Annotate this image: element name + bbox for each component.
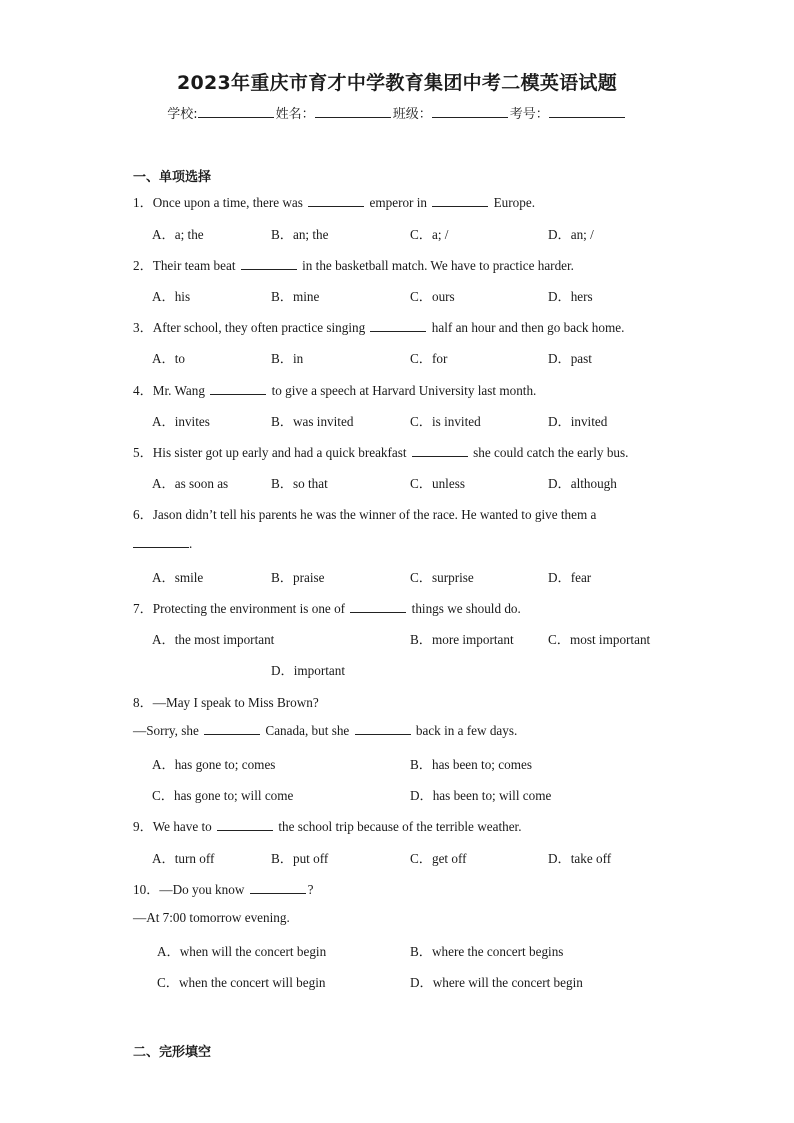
question-4: [133, 380, 536, 399]
question-text: the school trip because of the terrible weather.: [275, 819, 522, 834]
option-d: D．take off: [548, 851, 612, 866]
student-info-line: [0, 103, 794, 122]
option-c: C．ours: [410, 289, 455, 304]
option-c: C．when the concert will begin: [157, 975, 326, 990]
question-9: [133, 816, 522, 835]
page-title: 2023年重庆市育才中学教育集团中考二模英语试题: [176, 72, 618, 94]
question-number: 6．: [133, 507, 153, 522]
question-text: Jason didn’t tell his parents he was the winner of the race. He wanted to give them a: [152, 507, 597, 522]
school-label: 学校:: [167, 107, 198, 122]
id-label: 考号：: [509, 107, 549, 122]
class-label: 班级：: [392, 107, 432, 122]
section-heading-cloze: 二、完形填空: [133, 1045, 212, 1060]
question-text: ?: [307, 882, 314, 897]
question-number: 9．: [133, 819, 153, 834]
question-number: 7．: [133, 601, 153, 616]
option-a: A．a; the: [152, 227, 204, 242]
question-6-continued: [133, 536, 192, 552]
question-1: [133, 192, 535, 211]
option-d: D．hers: [548, 289, 593, 304]
question-number: 3．: [133, 320, 153, 335]
option-a: A．smile: [152, 570, 204, 585]
question-text: —May I speak to Miss Brown?: [152, 695, 319, 710]
question-text: back in a few days.: [412, 723, 518, 738]
option-a: A．as soon as: [152, 476, 229, 491]
question-text: half an hour and then go back home.: [428, 320, 625, 335]
question-text: —Sorry, she: [133, 723, 203, 738]
answer-blank: [210, 383, 266, 395]
option-b: B．praise: [271, 570, 325, 585]
answer-blank: [133, 536, 189, 548]
option-c: C．has gone to; will come: [152, 788, 294, 803]
question-8-reply: [133, 723, 517, 739]
question-text: in the basketball match. We have to practice harder.: [298, 258, 574, 273]
question-text: After school, they often practice singing: [152, 320, 369, 335]
question-10: [133, 879, 314, 898]
option-a: A．when will the concert begin: [157, 944, 327, 959]
option-d: D．has been to; will come: [410, 788, 552, 803]
question-7: [133, 598, 521, 617]
question-text: things we should do.: [408, 601, 521, 616]
option-b: B．so that: [271, 476, 328, 491]
option-b: B．put off: [271, 851, 329, 866]
option-c: C．get off: [410, 851, 467, 866]
option-a: A．has gone to; comes: [152, 757, 276, 772]
answer-blank: [308, 195, 364, 207]
question-text: to give a speech at Harvard University last month.: [268, 383, 537, 398]
question-text: Europe.: [490, 195, 535, 210]
option-d: D．fear: [548, 570, 592, 585]
option-c: C．most important: [548, 632, 651, 647]
name-blank[interactable]: [315, 105, 391, 118]
question-10-reply: —At 7:00 tomorrow evening.: [133, 910, 290, 925]
option-d: D．invited: [548, 414, 608, 429]
question-text: Mr. Wang: [152, 383, 209, 398]
option-d: D．important: [271, 663, 345, 678]
question-text: Canada, but she: [262, 723, 353, 738]
option-a: A．turn off: [152, 851, 215, 866]
answer-blank: [412, 445, 468, 457]
option-d: D．although: [548, 476, 617, 491]
question-text: emperor in: [366, 195, 431, 210]
question-text: We have to: [152, 819, 216, 834]
option-a: A．the most important: [152, 632, 275, 647]
name-label: 姓名：: [275, 107, 315, 122]
question-6: [133, 504, 596, 523]
answer-blank: [250, 882, 306, 894]
question-number: 4．: [133, 383, 153, 398]
question-text: she could catch the early bus.: [469, 445, 629, 460]
question-number: 1．: [133, 195, 153, 210]
question-3: [133, 317, 624, 336]
question-text: Protecting the environment is one of: [152, 601, 349, 616]
question-number: 10．: [133, 882, 160, 897]
question-text: .: [189, 536, 193, 551]
option-b: B．where the concert begins: [410, 944, 564, 959]
question-5: [133, 442, 628, 461]
option-a: A．to: [152, 351, 185, 366]
question-8: [133, 692, 319, 711]
option-a: A．his: [152, 289, 191, 304]
option-b: B．mine: [271, 289, 320, 304]
option-d: D．past: [548, 351, 592, 366]
option-d: D．an; /: [548, 227, 594, 242]
id-blank[interactable]: [549, 105, 625, 118]
answer-blank: [355, 723, 411, 735]
question-text: His sister got up early and had a quick breakfast: [152, 445, 410, 460]
option-b: B．an; the: [271, 227, 329, 242]
option-c: C．is invited: [410, 414, 481, 429]
answer-blank: [432, 195, 488, 207]
question-text: Once upon a time, there was: [152, 195, 307, 210]
option-c: C．for: [410, 351, 448, 366]
question-number: 2．: [133, 258, 153, 273]
option-b: B．has been to; comes: [410, 757, 532, 772]
question-number: 8．: [133, 695, 153, 710]
answer-blank: [204, 723, 260, 735]
answer-blank: [350, 601, 406, 613]
question-text: —Do you know: [159, 882, 248, 897]
option-b: B．was invited: [271, 414, 354, 429]
option-b: B．in: [271, 351, 304, 366]
question-2: [133, 255, 574, 274]
option-a: A．invites: [152, 414, 210, 429]
option-d: D．where will the concert begin: [410, 975, 583, 990]
answer-blank: [241, 258, 297, 270]
question-text: Their team beat: [152, 258, 239, 273]
option-c: C．surprise: [410, 570, 474, 585]
section-heading-single-choice: 一、单项选择: [133, 170, 212, 185]
option-c: C．unless: [410, 476, 465, 491]
answer-blank: [370, 320, 426, 332]
question-number: 5．: [133, 445, 153, 460]
school-blank[interactable]: [198, 105, 274, 118]
option-b: B．more important: [410, 632, 514, 647]
answer-blank: [217, 819, 273, 831]
option-c: C．a; /: [410, 227, 449, 242]
class-blank[interactable]: [432, 105, 508, 118]
